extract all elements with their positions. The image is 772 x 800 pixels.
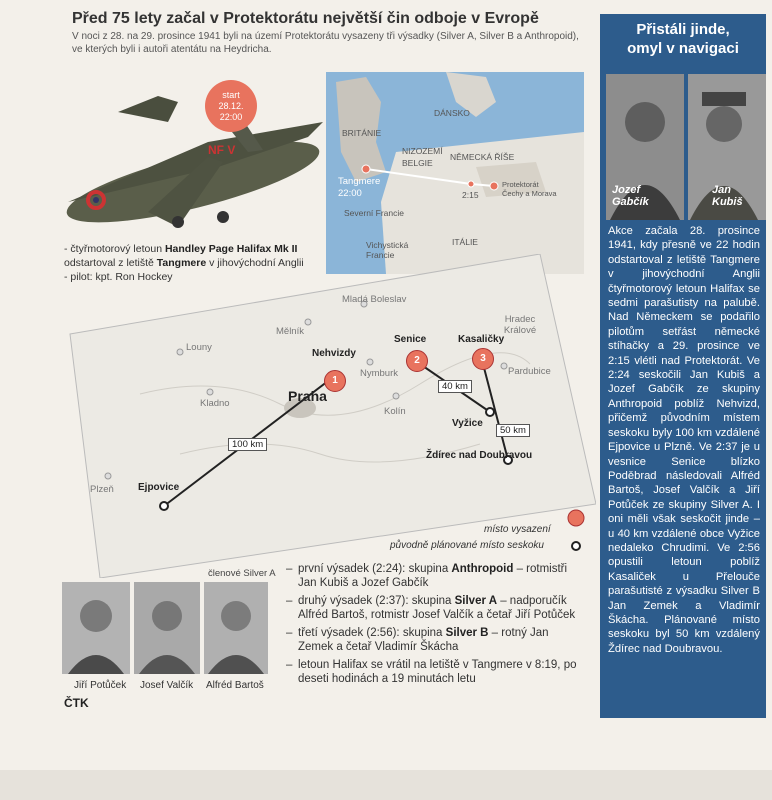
start-badge: [205, 80, 257, 132]
page-subtitle: V noci z 28. na 29. prosince 1941 byli na území Protektorátu vysazeny tři výsadky (Silver A, Silver B a Anthropoid), ve kterých byli i autoři atentátu na Heydricha.: [72, 31, 579, 55]
caption-valcik: Josef Valčík: [140, 680, 194, 691]
city-nehvizdy: Nehvizdy: [312, 348, 356, 359]
protectorate-map: [60, 254, 596, 578]
drop-marker-2: 2: [406, 350, 428, 372]
start-label: start: [222, 89, 240, 100]
name-gabcik: Jozef Gabčík: [612, 184, 649, 208]
label-vichy-francie: Vichystická Francie: [366, 240, 409, 260]
portrait-icon: [204, 582, 268, 674]
distance-100km: 100 km: [228, 438, 267, 451]
caption-potucek: Jiří Potůček: [74, 680, 127, 691]
city-praha: Praha: [288, 388, 327, 404]
list-item: – první výsadek (2:24): skupina Anthropoid – rotmistři Jan Kubiš a Jozef Gabčík: [286, 562, 586, 590]
caption-bartos: Alfréd Bartoš: [206, 680, 264, 691]
label-britanie: BRITÁNIE: [342, 128, 382, 138]
drop-marker-3: 3: [472, 348, 494, 370]
portrait-icon: [134, 582, 200, 674]
ctk-credit: ČTK: [64, 696, 89, 710]
europe-map: [326, 72, 584, 274]
plane-marking: NF V: [208, 143, 236, 157]
city-kolin: Kolín: [384, 406, 406, 417]
halifax-plane-illustration: [58, 82, 328, 232]
city-mlada-boleslav: Mladá Boleslav: [342, 294, 407, 305]
sidebar-title: Přistáli jinde, omyl v navigaci: [627, 21, 739, 57]
photo-potucek: [62, 582, 130, 674]
label-nemecka-rise: NĚMECKÁ ŘÍŠE: [450, 152, 515, 162]
distance-50km: 50 km: [496, 424, 530, 437]
legend-drop-site: místo vysazení: [484, 524, 551, 535]
label-protektorat: Protektorát Čechy a Morava: [502, 180, 557, 198]
label-dansko: DÁNSKO: [434, 108, 470, 118]
photo-valcik: [134, 582, 200, 674]
start-date: 28.12.: [218, 100, 244, 111]
city-melnik: Mělník: [276, 326, 304, 337]
name-kubis: Jan Kubiš: [712, 184, 743, 208]
city-kladno: Kladno: [200, 398, 230, 409]
list-item: – třetí výsadek (2:56): skupina Silver B – rotný Jan Zemek a četař Vladimír Škácha: [286, 626, 586, 654]
portrait-icon: [62, 582, 130, 674]
label-belgie: BELGIE: [402, 158, 433, 168]
label-protektorat-time: 2:15: [462, 190, 479, 200]
label-italie: ITÁLIE: [452, 237, 478, 247]
city-zdirec: Ždírec nad Doubravou: [426, 450, 533, 461]
city-hradec-kralove: Hradec Králové: [503, 314, 537, 336]
label-severni-francie: Severní Francie: [344, 208, 404, 218]
silver-a-members-label: členové Silver A: [208, 568, 276, 579]
label-tangmere-time: 22:00: [338, 188, 362, 199]
city-pardubice: Pardubice: [508, 366, 551, 377]
city-kasalicky: Kasaličky: [458, 334, 505, 345]
bottom-margin: [0, 770, 772, 800]
photo-bartos: [204, 582, 268, 674]
city-plzen: Plzeň: [90, 484, 114, 495]
city-ejpovice: Ejpovice: [138, 482, 180, 493]
city-vyzice: Vyžice: [452, 418, 483, 429]
page-title: Před 75 lety začal v Protektorátu největší čin odboje v Evropě: [72, 10, 539, 27]
label-tangmere: Tangmere: [338, 176, 381, 187]
distance-40km: 40 km: [438, 380, 472, 393]
label-nizozemi: NIZOZEMÍ: [402, 146, 443, 156]
plane-description: - čtyřmotorový letoun Handley Page Halifax Mk II odstartoval z letiště Tangmere v jihovýchodní Anglii - pilot: kpt. Ron Hockey: [64, 243, 304, 283]
list-item: – druhý výsadek (2:37): skupina Silver A – nadporučík Alfréd Bartoš, rotmistr Josef Valčík a četař Jiří Potůček: [286, 594, 586, 622]
city-louny: Louny: [186, 342, 212, 353]
city-nymburk: Nymburk: [360, 368, 399, 379]
sidebar-box: [600, 14, 766, 718]
legend-planned-site: původně plánované místo seskoku: [390, 540, 544, 551]
city-senice: Senice: [394, 334, 427, 345]
drop-marker-1: 1: [324, 370, 346, 392]
sidebar-article-text: Akce začala 28. prosince 1941, kdy přesně ve 22 hodin odstartoval z letiště Tangmere v jihovýchodní Anglii čtyřmotorový letoun Halifax se sedmi parašutisty na palubě. Nad Německem se podařilo pilotům setřást německé stíhačky a 29. prosince ve 2:15 vlétli nad Protektorát. Ve 2:24 seskočili Jan Kubiš a Jozef Gabčík ze skupiny Anthropoid poblíž Nehvizd, přičemž původním místem seskoku byly 100 km vzdálené Ejpovice u Plzně. Ve 2:37 je u vesnice Senice blízko Poděbrad následovali Alfréd Bartoš, Josef Valčík a Jiří Potůček ze skupiny Silver A. I oni měli však seskočit jinde – u 40 km vzdálené obce Vyžice nedaleko Chrudimi. Ve 2:56 opustili letoun poblíž Kasaliček u Přelouče parašutisté z výsadku Silver B Jan Zemek a Vladimír Škácha. Plánované místo seskoku byl 50 km vzdálený Ždírec nad Doubravou.: [608, 225, 760, 655]
pilot-info: - pilot: kpt. Ron Hockey: [64, 271, 173, 283]
list-item: – letoun Halifax se vrátil na letiště v Tangmere v 8:19, po deseti hodinách a 19 minutách letu: [286, 658, 586, 686]
drops-list: [286, 562, 586, 690]
start-time: 22:00: [219, 111, 243, 122]
